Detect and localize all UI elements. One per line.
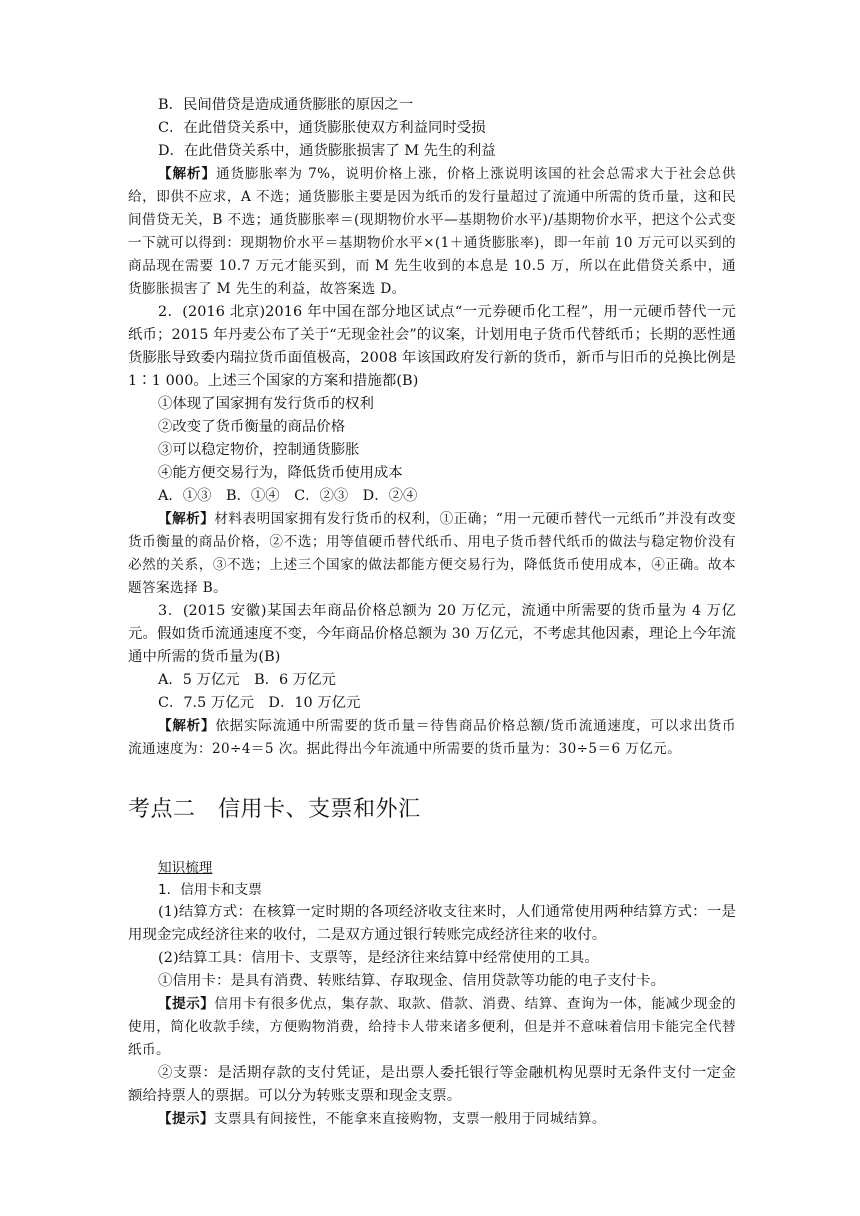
explanation-tag: 【解析】 [158,718,216,734]
q3-options-ab: A．5 万亿元 B．6 万亿元 [158,672,336,688]
q2-options: A．①③ B．①④ C．②③ D．②④ [158,488,418,504]
q2-item-1: ①体现了国家拥有发行货币的权利 [158,396,374,412]
q1-option-d: D．在此借贷关系中，通货膨胀损害了 M 先生的利益 [158,143,496,159]
q2-stem: 2．(2016 北京)2016 年中国在部分地区试点“一元券硬币化工程”，用一元硬币替代一元纸币；2015 年丹麦公布了关于“无现金社会”的议案，计划用电子货币代替纸币；长期的恶性通货膨胀导致委内瑞拉货币面值极高，2008 年该国政府发行新的货币，新币与旧币的兑换比例是 1∶1 000。上述三个国家的方案和措施都(B) [128,304,736,389]
q2-item-2: ②改变了货币衡量的商品价格 [158,419,346,435]
check-definition: ②支票：是活期存款的支付凭证，是出票人委托银行等金融机构见票时无条件支付一定金额给持票人的票据。可以分为转账支票和现金支票。 [128,1065,736,1104]
q2-explanation [128,508,736,600]
tip-tag: 【提示】 [158,996,215,1012]
q1-explanation [128,163,736,301]
settlement-method-paragraph: (1)结算方式：在核算一定时期的各项经济收支往来时，人们通常使用两种结算方式：一是用现金完成经济往来的收付，二是双方通过银行转账完成经济往来的收付。 [128,904,736,943]
tip-credit-card-text: 信用卡有很多优点，集存款、取款、借款、消费、结算、查询为一体，能减少现金的使用，简化收款手续，方便购物消费，给持卡人带来诸多便利，但是并不意味着信用卡能完全代替纸币。 [128,996,736,1058]
q3-options-cd: C．7.5 万亿元 D．10 万亿元 [158,695,361,711]
page-content [128,94,736,1131]
q3-explanation-text: 依据实际流通中所需要的货币量＝待售商品价格总额/货币流通速度，可以求出货币流通速度为：20÷4＝5 次。据此得出今年流通中所需要的货币量为：30÷5＝6 万亿元。 [128,718,736,757]
explanation-tag: 【解析】 [158,511,215,527]
section-title: 考点二 信用卡、支票和外汇 [128,797,421,822]
q1-option-b: B．民间借贷是造成通货膨胀的原因之一 [158,97,414,113]
settlement-tools-paragraph: (2)结算工具：信用卡、支票等，是经济往来结算中经常使用的工具。 [158,950,599,966]
knowledge-subheading: 知识梳理 [158,860,213,876]
q3-stem: 3．(2015 安徽)某国去年商品价格总额为 20 万亿元，流通中所需要的货币量为 4 万亿元。假如货币流通速度不变，今年商品价格总额为 30 万亿元，不考虑其他因素，理论上今年流通中所需的货币量为(B) [128,603,736,665]
q3-explanation [128,715,736,761]
q2-explanation-text: 材料表明国家拥有发行货币的权利，①正确；“用一元硬币替代一元纸币”并没有改变货币衡量的商品价格，②不选；用等值硬币替代纸币、用电子货币替代纸币的做法与稳定物价没有必然的关系，③不选；上述三个国家的做法都能方便交易行为，降低货币使用成本，④正确。故本题答案选择 B。 [128,511,736,596]
explanation-tag: 【解析】 [158,166,216,182]
item-heading-credit-card-check: 1．信用卡和支票 [158,882,262,898]
tip-tag: 【提示】 [158,1111,214,1127]
q2-item-4: ④能方便交易行为，降低货币使用成本 [158,465,403,481]
credit-card-definition: ①信用卡：是具有消费、转账结算、存取现金、信用贷款等功能的电子支付卡。 [158,973,666,989]
tip-credit-card [128,993,736,1062]
q1-option-c: C．在此借贷关系中，通货膨胀使双方利益同时受损 [158,120,486,136]
q1-explanation-text: 通货膨胀率为 7%，说明价格上涨，价格上涨说明该国的社会总需求大于社会总供给，即供不应求，A 不选；通货膨胀主要是因为纸币的发行量超过了流通中所需的货币量，这和民间借贷无关，B 不选；通货膨胀率＝(现期物价水平—基期物价水平)/基期物价水平，把这个公式变一下就可以得到：现期物价水平＝基期物价水平×(1＋通货膨胀率)，即一年前 10 万元可以买到的商品现在需要 10.7 万元才能买到，而 M 先生收到的本息是 10.5 万，所以在此借贷关系中，通货膨胀损害了 M 先生的利益，故答案选 D。 [128,166,737,297]
q2-item-3: ③可以稳定物价，控制通货膨胀 [158,442,360,458]
tip-check [128,1108,736,1131]
tip-check-text: 支票具有间接性，不能拿来直接购物，支票一般用于同城结算。 [213,1111,606,1127]
